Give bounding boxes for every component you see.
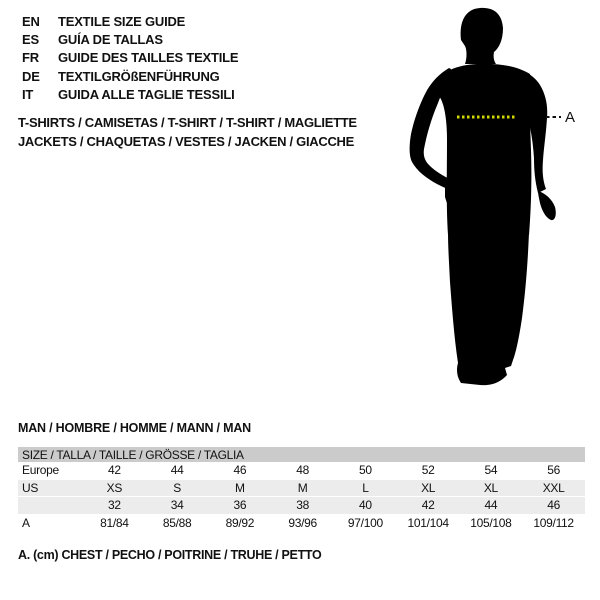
size-value: 36: [233, 498, 247, 513]
language-row-it: [22, 85, 238, 103]
size-value: 46: [547, 498, 560, 513]
size-value: XXL: [542, 480, 565, 495]
size-value: 40: [359, 498, 372, 513]
size-value: M: [235, 480, 245, 495]
man-silhouette-svg: [395, 0, 595, 400]
size-table-header: SIZE / TALLA / TAILLE / GRÖSSE / TAGLIA: [18, 447, 585, 462]
language-title: TEXTILE SIZE GUIDE: [58, 13, 186, 29]
size-value: 46: [233, 463, 247, 478]
language-title: GUIDE DES TAILLES TEXTILE: [58, 50, 239, 66]
measure-footnote: A. (cm) CHEST / PECHO / POITRINE / TRUHE / PETTO: [18, 548, 322, 562]
size-value: 48: [296, 463, 309, 478]
language-code: EN: [22, 13, 40, 29]
category-jackets: JACKETS / CHAQUETAS / VESTES / JACKEN / GIACCHE: [18, 134, 354, 149]
table-row-us: [18, 480, 585, 498]
size-value: 52: [421, 463, 435, 478]
size-value: 85/88: [162, 515, 192, 530]
size-value: 44: [484, 498, 498, 513]
size-value: XL: [483, 480, 498, 495]
category-tshirts: T-SHIRTS / CAMISETAS / T-SHIRT / T-SHIRT / MAGLIETTE: [18, 115, 357, 130]
size-table: [18, 447, 585, 532]
row-label: Europe: [22, 463, 59, 478]
measure-label-a: A: [565, 109, 575, 126]
size-value: 34: [170, 498, 184, 513]
size-value: S: [173, 480, 181, 495]
language-code: ES: [22, 31, 39, 47]
size-value: 50: [359, 463, 372, 478]
language-title: GUÍA DE TALLAS: [58, 31, 163, 47]
size-value: 44: [170, 463, 184, 478]
language-code: DE: [22, 68, 40, 84]
section-title-man: MAN / HOMBRE / HOMME / MANN / MAN: [18, 421, 251, 435]
language-row-es: [22, 30, 238, 48]
language-title: GUIDA ALLE TAGLIE TESSILI: [58, 86, 235, 102]
language-row-fr: [22, 49, 238, 67]
size-value: L: [362, 480, 369, 495]
size-value: 101/104: [407, 515, 449, 530]
size-value: 109/112: [533, 515, 574, 530]
size-value: 89/92: [225, 515, 255, 530]
size-value: 56: [547, 463, 560, 478]
table-row-uk: [18, 497, 585, 515]
size-value: 32: [108, 498, 121, 513]
size-value: 42: [421, 498, 435, 513]
language-list: [22, 12, 238, 103]
language-code: FR: [22, 50, 39, 66]
row-label: A: [22, 515, 30, 530]
language-title: TEXTILGRÖßENFÜHRUNG: [58, 68, 220, 84]
size-value: 97/100: [347, 515, 383, 530]
size-value: M: [297, 480, 308, 495]
size-value: 38: [296, 498, 309, 513]
language-row-de: [22, 67, 238, 85]
size-value: 81/84: [100, 515, 129, 530]
language-code: IT: [22, 86, 34, 102]
table-row-a-chest: [18, 515, 585, 533]
man-silhouette-figure: [395, 0, 595, 400]
row-label: US: [22, 480, 39, 495]
size-value: 105/108: [470, 515, 512, 530]
size-value: XL: [421, 480, 436, 495]
language-row-en: [22, 12, 238, 30]
size-value: 54: [484, 463, 498, 478]
garment-categories: [18, 113, 357, 151]
size-value: 42: [108, 463, 121, 478]
table-row-europe: [18, 462, 585, 480]
size-value: 93/96: [288, 515, 317, 530]
size-value: XS: [106, 480, 123, 495]
man-silhouette: [410, 8, 556, 385]
